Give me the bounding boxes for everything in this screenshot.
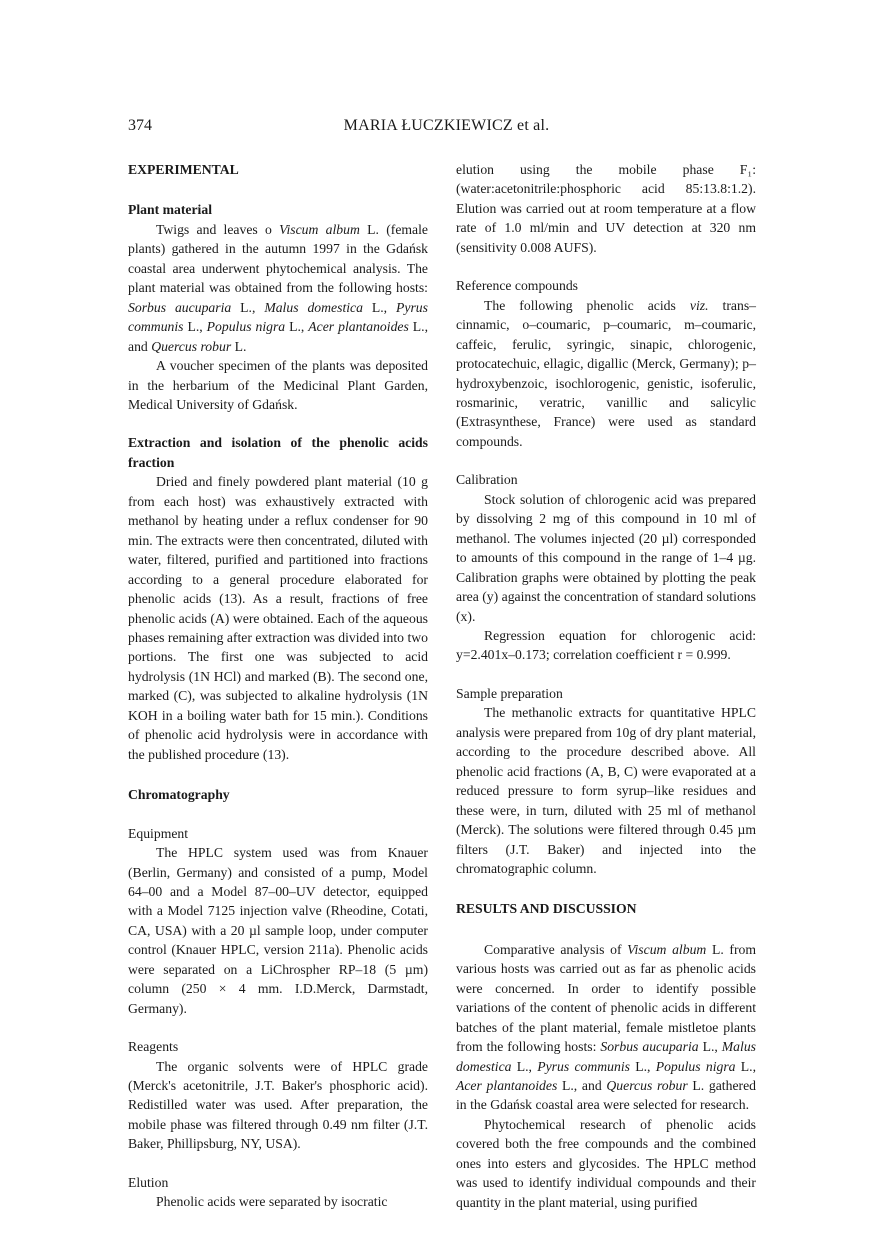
reference-compounds-paragraph: The following phenolic acids viz. trans–cinnamic, o–coumaric, p–coumaric, m–coumaric, caffeic, ferulic, syringic, sinapic, chlorogenic, protocatechuic, ellagic, digallic (Merck, Germany); p–hydroxybenzoic, isochlorogenic, genistic, isoferulic, rosmarinic, veratric, vanillic and salicylic (Extrasynthese, France) were used as standard compounds. — [456, 297, 756, 449]
reagents-heading: Reagents — [128, 1039, 179, 1055]
calibration-paragraph: Stock solution of chlorogenic acid was prepared by dissolving 2 mg of this compound in 10 ml of methanol. The volumes injected (20 µl) corresponded to amounts of this compound in the range of 1–4 µg. Calibration graphs were obtained by plotting the peak area (y) against the concentration of standard solutions (x). — [456, 491, 756, 624]
elution-paragraph: Phenolic acids were separated by isocratic — [156, 1194, 388, 1210]
results-heading: RESULTS AND DISCUSSION — [456, 901, 637, 917]
calibration-heading: Calibration — [456, 472, 518, 488]
chromatography-heading: Chromatography — [128, 787, 230, 803]
running-head: MARIA ŁUCZKIEWICZ et al. — [343, 117, 550, 134]
sample-preparation-heading: Sample preparation — [456, 685, 563, 701]
voucher-paragraph: A voucher specimen of the plants was deposited in the herbarium of the Medicinal Plant Garden, Medical University of Gdańsk. — [128, 358, 428, 412]
equipment-heading: Equipment — [128, 825, 189, 841]
regression-paragraph: Regression equation for chlorogenic acid: y=2.401x–0.173; correlation coefficient r = 0.999. — [456, 627, 756, 663]
results-paragraph-2: Phytochemical research of phenolic acids covered both the free compounds and the combined ones into esters and glycosides. The HPLC method was used to identify individual compounds and their quantity in the plant material, using purified — [456, 1116, 756, 1210]
elution-heading: Elution — [128, 1174, 169, 1190]
plant-material-paragraph: Twigs and leaves o Viscum album L. (female plants) gathered in the autumn 1997 in the Gdańsk coastal area underwent phytochemical analysis. The plant material was obtained from the following hosts: Sorbus aucuparia L., Malus domestica L., Pyrus communis L., Populus nigra L., Acer plantanoides L., and Quercus robur L. — [128, 221, 428, 354]
reference-compounds-heading: Reference compounds — [456, 278, 578, 294]
elution-continued-paragraph: elution using the mobile phase F₁: (water:acetonitrile:phosphoric acid 85:13.8:1.2). Elution was carried out at room temperature at a flow rate of 1.0 ml/min and UV detection at 320 nm (sensitivity 0.008 AUFS). — [456, 162, 756, 255]
results-paragraph-1: Comparative analysis of Viscum album L. from various hosts was carried out as far as phenolic acids were concerned. In order to identify possible variations of the content of phenolic acids in different batches of the plant material, female mistletoe plants from the following hosts: Sorbus aucuparia L., Malus domestica L., Pyrus communis L., Populus nigra L., Acer plantanoides L., and Quercus robur L. gathered in the Gdańsk coastal area were selected for research. — [456, 941, 757, 1113]
left-column — [128, 160, 428, 1212]
experimental-heading: EXPERIMENTAL — [128, 162, 239, 177]
right-column — [456, 160, 756, 1212]
equipment-paragraph: The HPLC system used was from Knauer (Berlin, Germany) and consisted of a pump, Model 64–00 and a Model 87–00–UV detector, equipped with a Model 7125 injection valve (Rheodine, Cotati, CA, USA) with a 20 µl sample loop, under computer control (Knauer HPLC, version 211a). Phenolic acids were separated on a LiChrospher RP–18 (5 µm) column (250 × 4 mm. I.D.Merck, Darmstadt, Germany). — [128, 845, 428, 1016]
sample-preparation-paragraph: The methanolic extracts for quantitative HPLC analysis were prepared from 10g of dry plant material, according to the procedure described above. All phenolic acid fractions (A, B, C) were evaporated at a reduced pressure to form syrup–like residues and these were, in turn, diluted with 25 ml of methanol (Merck). The solutions were filtered through 0.45 µm filters (J.T. Baker) and injected into the chromatographic column. — [456, 705, 756, 876]
page-number: 374 — [128, 117, 152, 134]
plant-material-heading: Plant material — [128, 202, 213, 218]
extraction-heading: Extraction and isolation of the phenolic acids fraction — [128, 435, 428, 470]
reagents-paragraph: The organic solvents were of HPLC grade (Merck's acetonitrile, J.T. Baker's phosphoric acid). Redistilled water was used. After preparation, the mobile phase was filtered through 0.49 nm filter (J.T. Baker, Phillipsburg, NY, USA). — [128, 1058, 428, 1152]
extraction-paragraph: Dried and finely powdered plant material (10 g from each host) was exhaustively extracted with methanol by heating under a reflux condenser for 90 min. The extracts were then concentrated, diluted with water, filtered, purified and partitioned into fractions according to a general procedure elaborated for phenolic acids (13). As a result, fractions of free phenolic acids (A) were obtained. Each of the aqueous phases remaining after extraction was divided into two portions. The first one was subjected to acid hydrolysis (1N HCl) and marked (B). The second one, marked (C), was subjected to alkaline hydrolysis (1N KOH in a boiling water bath for 15 min.). Conditions of phenolic acid hydrolysis were in accordance with the published procedure (13). — [128, 474, 428, 762]
